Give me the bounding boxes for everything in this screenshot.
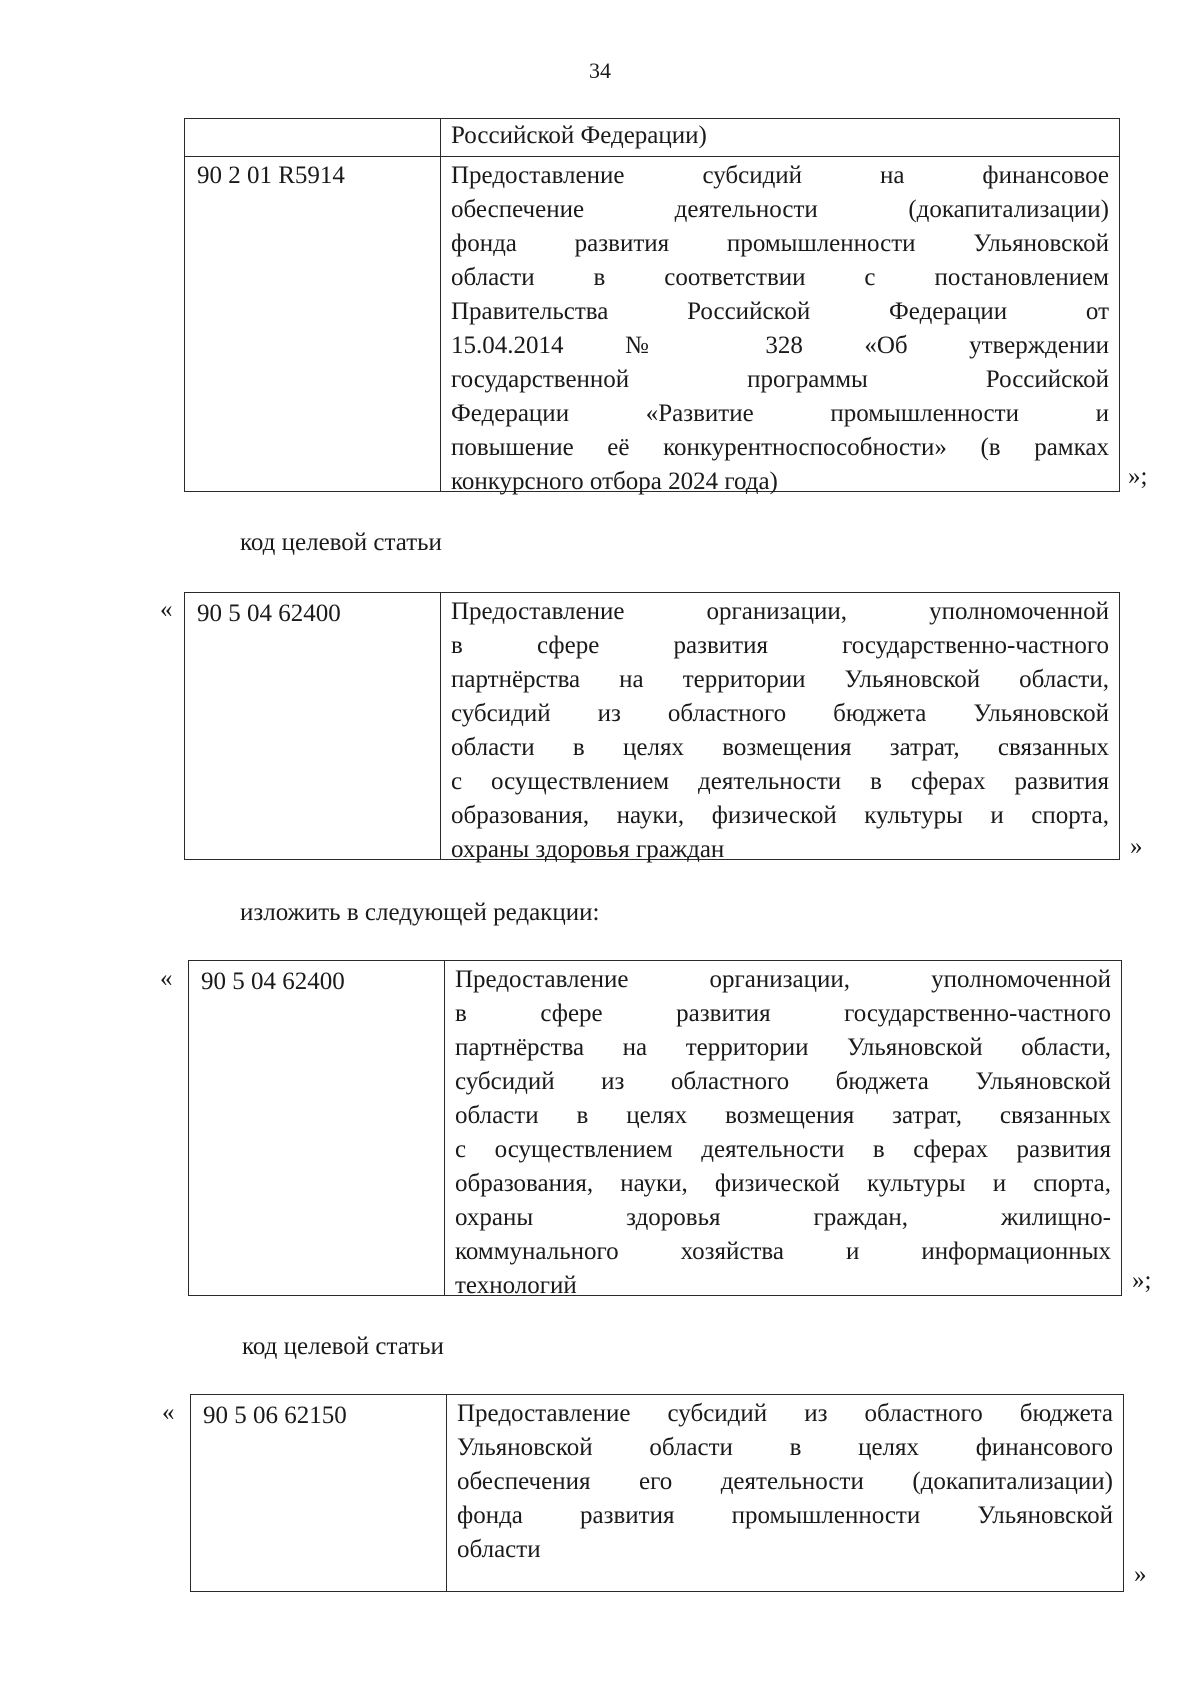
top-row-text: Российской Федерации) xyxy=(451,122,707,149)
description-line: фонда развития промышленности Ульяновской xyxy=(451,230,1109,257)
description-line: конкурсного отбора 2024 года) xyxy=(451,468,778,495)
target-article-code: 90 5 04 62400 xyxy=(197,600,341,627)
description-line: в сфере развития государственно-частного xyxy=(451,632,1109,659)
description-line: охраны здоровья граждан xyxy=(451,836,725,863)
opening-quote: « xyxy=(162,1399,175,1426)
description-line: субсидий из областного бюджета Ульяновской xyxy=(455,1068,1111,1095)
description-line: Федерации «Развитие промышленности и xyxy=(451,400,1109,427)
target-article-code: 90 5 04 62400 xyxy=(201,968,345,995)
description-cell xyxy=(441,593,1119,863)
description-line: Предоставление организации, уполномоченной xyxy=(455,966,1111,993)
description-line: коммунального хозяйства и информационных xyxy=(455,1238,1111,1265)
description-line: образования, науки, физической культуры и спорта, xyxy=(455,1170,1111,1197)
section-label: изложить в следующей редакции: xyxy=(240,899,600,926)
page-number: 34 xyxy=(589,58,611,83)
description-line: области в целях возмещения затрат, связанных xyxy=(455,1102,1111,1129)
description-line: в сфере развития государственно-частного xyxy=(455,1000,1111,1027)
section-label: код целевой статьи xyxy=(240,529,442,556)
description-line: области в целях возмещения затрат, связанных xyxy=(451,734,1109,761)
description-line: области xyxy=(457,1536,541,1563)
description-cell xyxy=(441,157,1119,495)
top-row-text-cell xyxy=(441,119,1119,156)
closing-quote: »; xyxy=(1128,463,1148,490)
description-line: с осуществлением деятельности в сферах развития xyxy=(455,1136,1111,1163)
opening-quote: « xyxy=(160,596,173,623)
description-line: Предоставление организации, уполномоченной xyxy=(451,598,1109,625)
description-line: Правительства Российской Федерации от xyxy=(451,298,1109,325)
description-line: Предоставление субсидий на финансовое xyxy=(451,162,1109,189)
description-line: обеспечения его деятельности (докапитализации) xyxy=(457,1468,1113,1495)
description-line: государственной программы Российской xyxy=(451,366,1109,393)
description-line: охраны здоровья граждан, жилищно- xyxy=(455,1204,1111,1231)
description-line: партнёрства на территории Ульяновской области, xyxy=(455,1034,1111,1061)
description-line: Ульяновской области в целях финансового xyxy=(457,1434,1113,1461)
target-article-code: 90 5 06 62150 xyxy=(203,1402,347,1429)
description-line: повышение её конкурентноспособности» (в рамках xyxy=(451,434,1109,461)
code-cell xyxy=(191,1395,447,1591)
description-line: 15.04.2014 № 328 «Об утверждении xyxy=(451,332,1109,359)
description-line: образования, науки, физической культуры и спорта, xyxy=(451,802,1109,829)
section-label: код целевой статьи xyxy=(242,1333,444,1360)
description-line: области в соответствии с постановлением xyxy=(451,264,1109,291)
description-line: Предоставление субсидий из областного бюджета xyxy=(457,1400,1113,1427)
table-continuation xyxy=(184,118,1120,495)
target-article-code: 90 2 01 R5914 xyxy=(197,162,345,189)
closing-quote: » xyxy=(1134,1561,1147,1588)
description-line: партнёрства на территории Ульяновской области, xyxy=(451,666,1109,693)
table-target-article xyxy=(190,1394,1124,1592)
code-cell xyxy=(185,119,441,491)
opening-quote: « xyxy=(160,965,173,992)
description-cell xyxy=(447,1395,1123,1591)
code-cell xyxy=(189,961,445,1295)
description-line: фонда развития промышленности Ульяновской xyxy=(457,1502,1113,1529)
closing-quote: »; xyxy=(1132,1267,1152,1294)
description-line: обеспечение деятельности (докапитализации) xyxy=(451,196,1109,223)
code-cell xyxy=(185,593,441,859)
closing-quote: » xyxy=(1130,833,1143,860)
description-cell xyxy=(445,961,1121,1299)
table-current-wording xyxy=(184,592,1120,863)
description-line: с осуществлением деятельности в сферах развития xyxy=(451,768,1109,795)
description-line: технологий xyxy=(455,1272,577,1299)
table-new-wording xyxy=(188,960,1122,1299)
description-line: субсидий из областного бюджета Ульяновской xyxy=(451,700,1109,727)
